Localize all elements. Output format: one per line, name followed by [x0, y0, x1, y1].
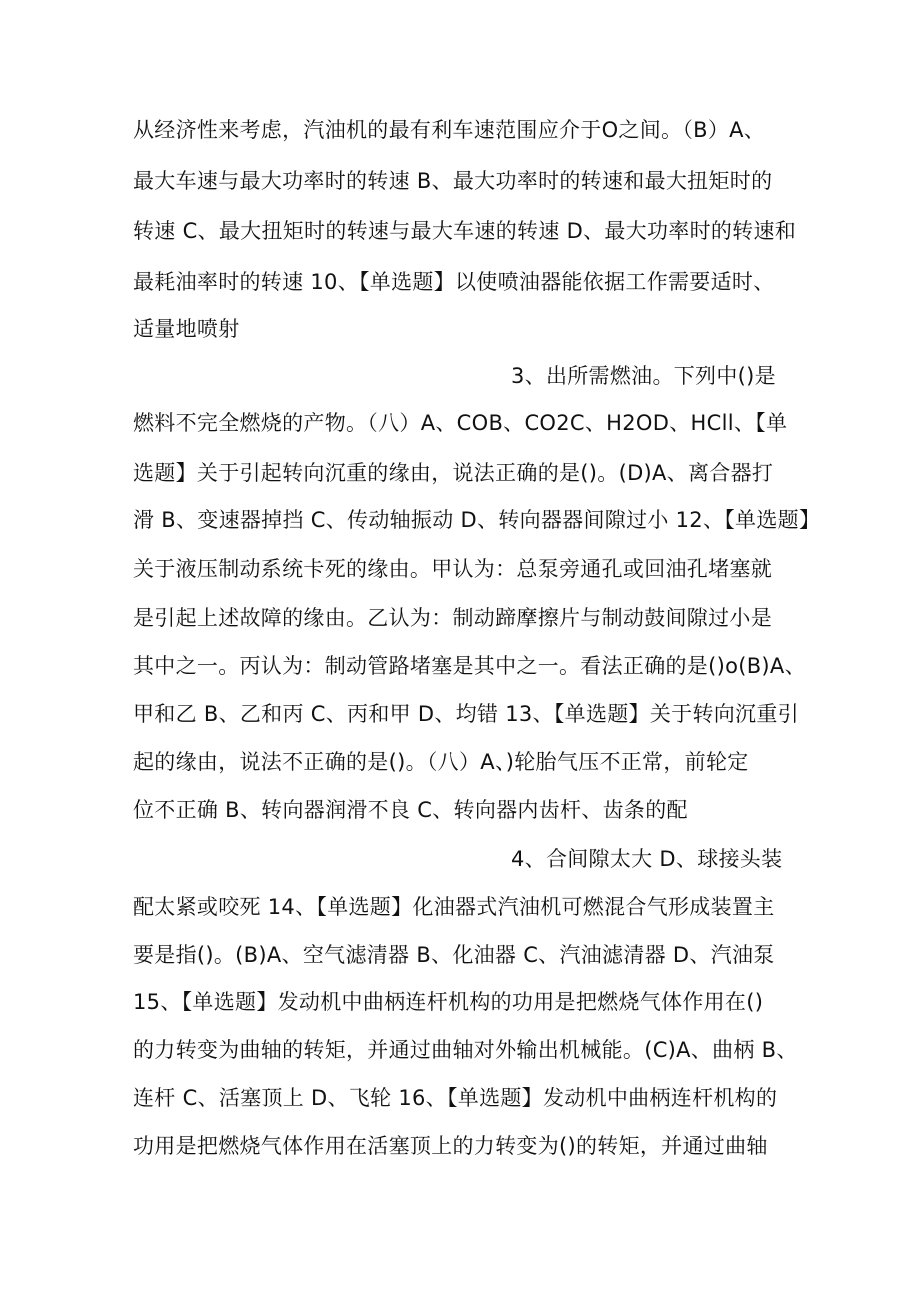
text-line: 连杆 C、活塞顶上 D、飞轮 16、【单选题】发动机中曲柄连杆机构的: [133, 1086, 778, 1110]
text-line: 位不正确 B、转向器润滑不良 C、转向器内齿杆、齿条的配: [133, 798, 688, 822]
text-line: 关于液压制动系统卡死的缘由。甲认为：总泵旁通孔或回油孔堵塞就: [133, 557, 772, 581]
text-line: 4、合间隙太大 D、球接头装: [511, 847, 783, 871]
text-line: 配太紧或咬死 14、【单选题】化油器式汽油机可燃混合气形成装置主: [133, 895, 775, 919]
text-line: 最大车速与最大功率时的转速 B、最大功率时的转速和最大扭矩时的: [133, 169, 773, 193]
text-line: 选题】关于引起转向沉重的缘由，说法正确的是()。(D)A、离合器打: [133, 461, 774, 485]
text-line: 燃料不完全燃烧的产物。（八）A、COB、CO2C、H2OD、HCll、【单: [133, 411, 788, 435]
text-line: 要是指()。(B)A、空气滤清器 B、化油器 C、汽油滤清器 D、汽油泵: [133, 943, 775, 967]
text-line: 15、【单选题】发动机中曲柄连杆机构的功用是把燃烧气体作用在(): [133, 990, 764, 1014]
text-line: 适量地喷射: [133, 317, 240, 341]
text-line: 滑 B、变速器掉挡 C、传动轴振动 D、转向器器间隙过小 12、【单选题】: [133, 508, 821, 532]
text-line: 功用是把燃烧气体作用在活塞顶上的力转变为()的转矩，并通过曲轴: [133, 1134, 768, 1158]
text-line: 甲和乙 B、乙和丙 C、丙和甲 D、均错 13、【单选题】关于转向沉重引: [133, 702, 799, 726]
text-line: 3、出所需燃油。下列中()是: [511, 364, 776, 388]
text-line: 其中之一。丙认为：制动管路堵塞是其中之一。看法正确的是()o(B)A、: [133, 654, 806, 678]
text-line: 的力转变为曲轴的转矩，并通过曲轴对外输出机械能。(C)A、曲柄 B、: [133, 1038, 798, 1062]
text-line: 起的缘由，说法不正确的是()。（八）A、)轮胎气压不正常，前轮定: [133, 750, 749, 774]
text-line: 是引起上述故障的缘由。乙认为：制动蹄摩擦片与制动鼓间隙过小是: [133, 606, 772, 630]
text-line: 转速 C、最大扭矩时的转速与最大车速的转速 D、最大功率时的转速和: [133, 219, 797, 243]
text-line: 最耗油率时的转速 10、【单选题】以使喷油器能依据工作需要适时、: [133, 270, 775, 294]
text-line: 从经济性来考虑，汽油机的最有利车速范围应介于O之间。（B）A、: [133, 118, 766, 142]
